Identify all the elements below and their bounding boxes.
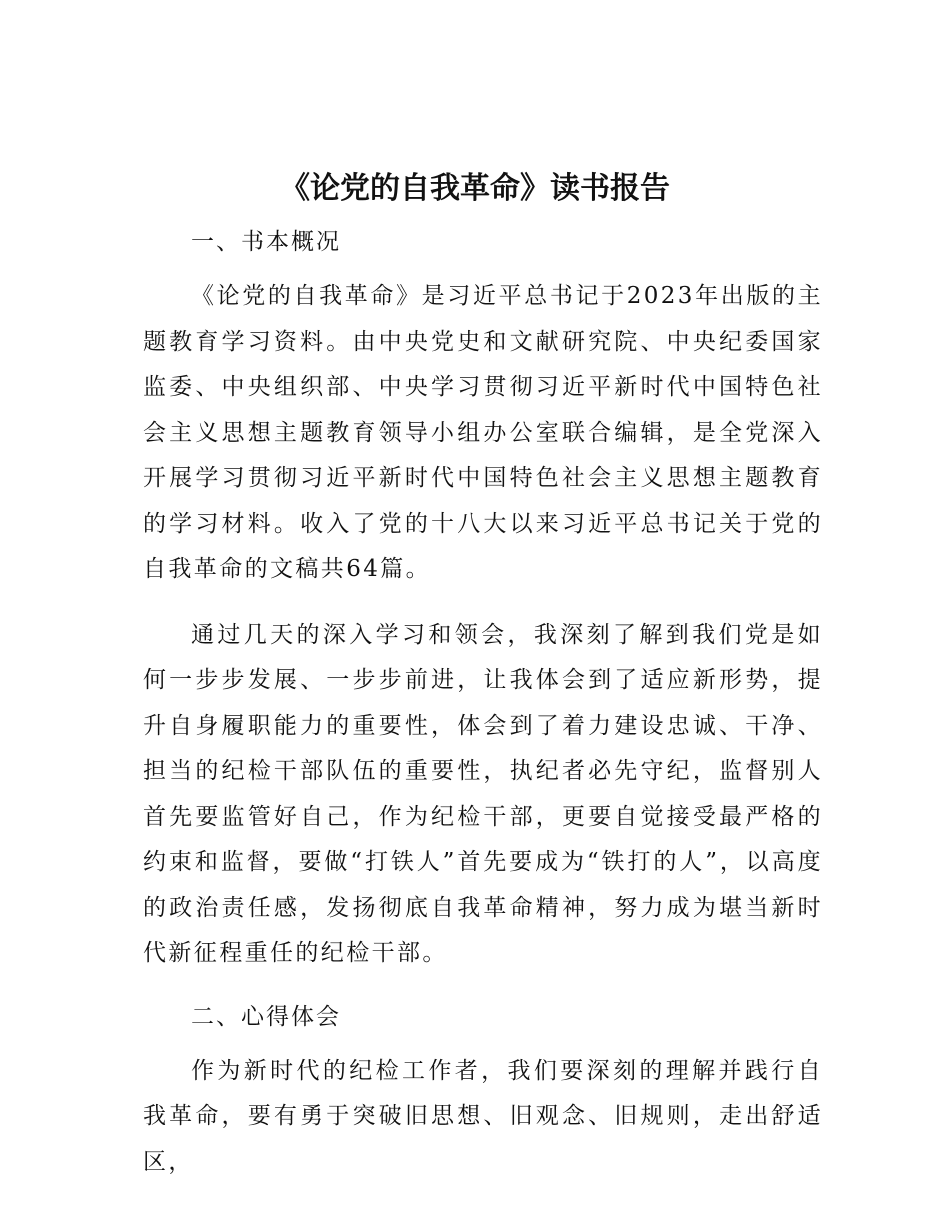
paragraph-study-reflection: 通过几天的深入学习和领会，我深刻了解到我们党是如何一步步发展、一步步前进，让我体会到了适应新形势，提升自身履职能力的重要性，体会到了着力建设忠诚、干净、担当的纪检干部队伍的重要性，执纪者必先守纪，监督别人首先要监管好自己，作为纪检干部，更要自觉接受最严格的约束和监督，要做“打铁人”首先要成为“铁打的人”，以高度的政治责任感，发扬彻底自我革命精神，努力成为堪当新时代新征程重任的纪检干部。 bbox=[143, 621, 823, 966]
paragraph-experience: 作为新时代的纪检工作者，我们要深刻的理解并践行自我革命，要有勇于突破旧思想、旧观念、旧规则，走出舒适区， bbox=[143, 1057, 823, 1175]
section-heading-experience: 二、心得体会 bbox=[191, 1003, 341, 1030]
document-title: 《论党的自我革命》读书报告 bbox=[280, 171, 670, 206]
document-body bbox=[143, 222, 823, 1185]
section-heading-overview: 一、书本概况 bbox=[191, 229, 341, 255]
paragraph-book-overview: 《论党的自我革命》是习近平总书记于2023年出版的主题教育学习资料。由中央党史和文献研究院、中央纪委国家监委、中央组织部、中央学习贯彻习近平新时代中国特色社会主义思想主题教育领导小组办公室联合编辑，是全党深入开展学习贯彻习近平新时代中国特色社会主义思想主题教育的学习材料。收入了党的十八大以来习近平总书记关于党的自我革命的文稿共64篇。 bbox=[143, 283, 823, 582]
